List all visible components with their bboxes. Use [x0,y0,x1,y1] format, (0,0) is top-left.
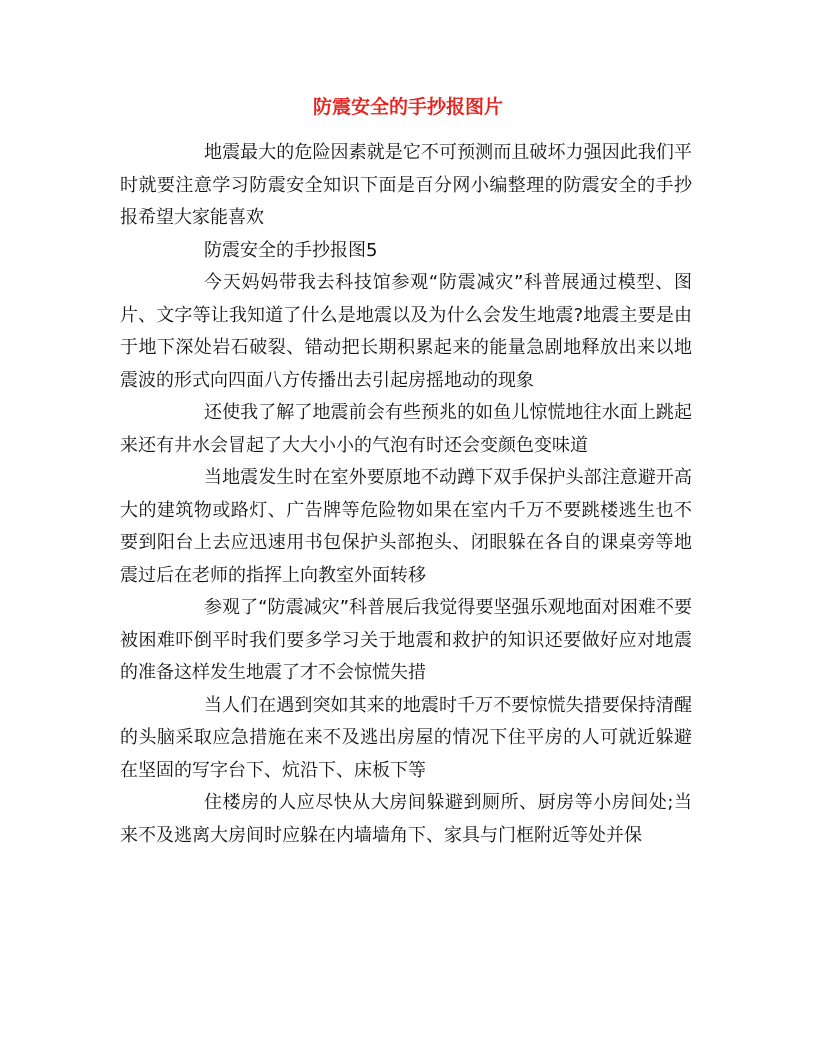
paragraph: 当地震发生时在室外要原地不动蹲下双手保护头部注意避开高大的建筑物或路灯、广告牌等危险物如果在室内千万不要跳楼逃生也不要到阳台上去应迅速用书包保护头部抱头、闭眼躲在各自的课桌旁等地震过后在老师的指挥上向教室外面转移 [120,467,692,586]
paragraph: 今天妈妈带我去科技馆参观“防震减灾”科普展通过模型、图片、文字等让我知道了什么是地震以及为什么会发生地震?地震主要是由于地下深处岩石破裂、错动把长期积累起来的能量急剧地释放出来以地震波的形式向四面八方传播出去引起房摇地动的现象 [120,272,692,391]
paragraph: 住楼房的人应尽快从大房间躲避到厕所、厨房等小房间处;当来不及逃离大房间时应躲在内墙墙角下、家具与门框附近等处并保 [120,792,692,846]
paragraph: 参观了“防震减灾”科普展后我觉得要坚强乐观地面对困难不要被困难吓倒平时我们要多学习关于地震和救护的知识还要做好应对地震的准备这样发生地震了才不会惊慌失措 [120,597,692,683]
paragraph: 防震安全的手抄报图5 [204,239,378,261]
paragraph: 当人们在遇到突如其来的地震时千万不要惊慌失措要保持清醒的头脑采取应急措施在来不及逃出房屋的情况下住平房的人可就近躲避在坚固的写字台下、炕沿下、床板下等 [120,694,692,781]
paragraph: 还使我了解了地震前会有些预兆的如鱼儿惊慌地往水面上跳起来还有井水会冒起了大大小小的气泡有时还会变颜色变味道 [120,402,692,456]
paragraph: 地震最大的危险因素就是它不可预测而且破坏力强因此我们平时就要注意学习防震安全知识下面是百分网小编整理的防震安全的手抄报希望大家能喜欢 [120,142,692,228]
document-title: 防震安全的手抄报图片 [312,96,503,118]
document-body [120,137,692,852]
